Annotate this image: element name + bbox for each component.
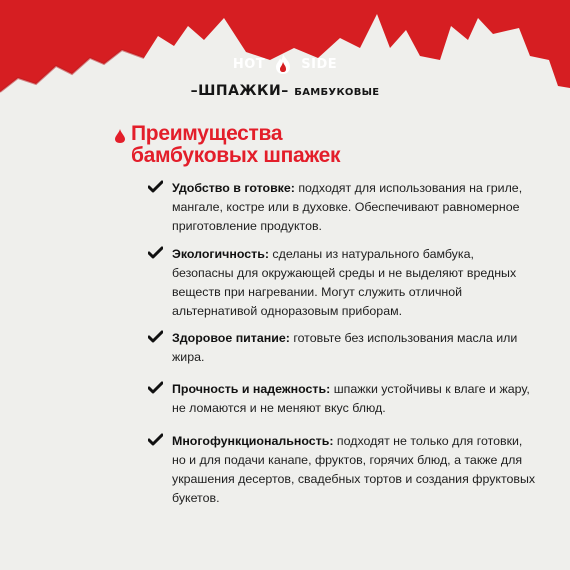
checkmark-icon: [148, 180, 163, 193]
brand-left: HOT: [232, 56, 266, 72]
subtitle-main: –ШПАЖКИ–: [190, 83, 289, 99]
list-item: [148, 432, 538, 508]
checkmark-icon: [148, 246, 163, 259]
item-body: подходят для использования на гриле, мангале, костре или в духовке. Обеспечивают равномерное приготовление продуктов.: [172, 181, 523, 233]
item-text: [172, 179, 538, 236]
checkmark-icon: [148, 381, 163, 394]
item-text: [172, 380, 538, 418]
item-body: подходят не только для готовки, но и для подачи канапе, фруктов, горячих блюд, а также для украшения десертов, свадебных тортов и создания фруктовых букетов.: [172, 434, 536, 505]
flame-icon: [272, 53, 294, 75]
page-heading: [131, 123, 431, 167]
item-text: [172, 329, 538, 367]
brand-logo: [0, 53, 570, 75]
list-item: [148, 380, 538, 418]
checkmark-icon: [148, 330, 163, 343]
item-text: [172, 432, 538, 508]
heading-line-2: бамбуковых шпажек: [131, 144, 341, 167]
list-item: [148, 245, 538, 321]
item-label: Здоровое питание:: [172, 331, 290, 345]
list-item: [148, 329, 538, 367]
list-item: [148, 179, 538, 236]
item-label: Удобство в готовке:: [172, 181, 295, 195]
item-label: Экологичность:: [172, 247, 269, 261]
item-body: готовьте без использования масла или жира.: [172, 331, 518, 364]
heading-line-1: Преимущества: [131, 122, 283, 145]
product-subtitle: [0, 80, 570, 99]
item-text: [172, 245, 538, 321]
item-label: Прочность и надежность:: [172, 382, 331, 396]
subtitle-sub: БАМБУКОВЫЕ: [294, 87, 380, 98]
drop-icon: [115, 129, 125, 143]
item-body: сделаны из натурального бамбука, безопасны для окружающей среды и не выделяют вредных веществ при нагревании. Могут служить отличной альтернативой одноразовым приборам.: [172, 247, 517, 318]
checkmark-icon: [148, 433, 163, 446]
brand-right: SIDE: [301, 56, 338, 72]
item-label: Многофункциональность:: [172, 434, 334, 448]
item-body: шпажки устойчивы к влаге и жару, не ломаются и не меняют вкус блюд.: [172, 382, 530, 415]
